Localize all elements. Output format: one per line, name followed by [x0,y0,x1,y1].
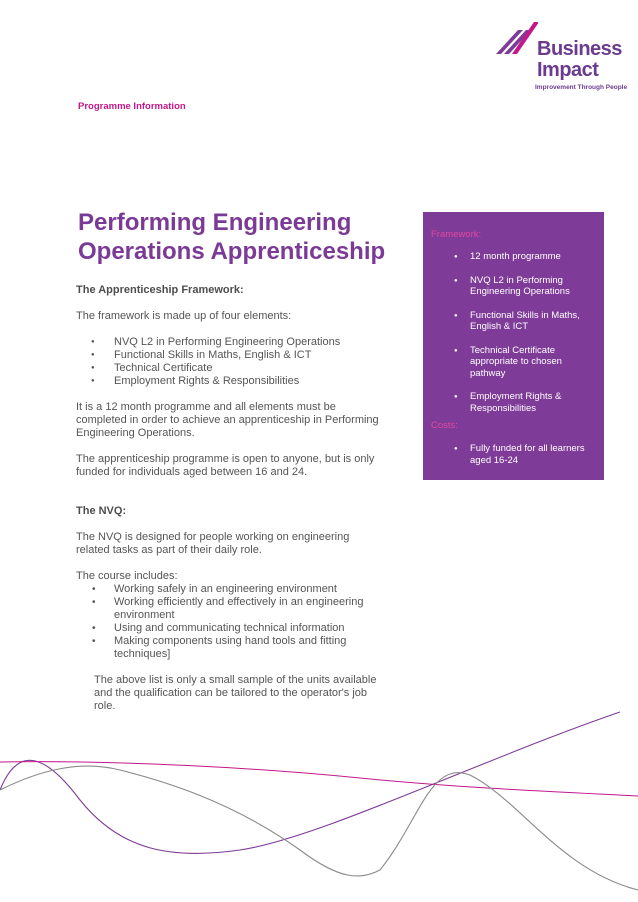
page-title [78,208,408,266]
list-item: ● 12 month programme [423,251,604,263]
framework-paragraph-2: The apprenticeship programme is open to anyone, but is only funded for individuals aged between 16 and 24. [76,453,375,478]
programme-information-label: Programme Information [78,101,186,112]
summary-sidebar [423,212,604,480]
logo-stripes-icon [494,20,538,60]
sidebar-costs-list [423,443,604,478]
list-item: ● Fully funded for all learners aged 16-24 [423,443,604,466]
list-item: ● Technical Certificate appropriate to chosen pathway [423,345,604,380]
business-impact-logo [494,18,628,94]
sidebar-framework-heading: Framework: [431,229,482,240]
course-includes-label: The course includes: [76,570,178,582]
main-content [76,284,386,713]
framework-intro: The framework is made up of four elements: [76,310,292,322]
nvq-heading: The NVQ: [76,505,127,517]
list-item: • Working efficiently and effectively in an engineering environment [76,596,386,622]
list-item: ● Technical Certificate [76,362,386,375]
framework-paragraph-1: It is a 12 month programme and all elements must be completed in order to achieve an apprenticeship in Performing Engineering Operations. [76,401,379,439]
title-line-1: Performing Engineering [78,209,352,236]
list-item: ● Functional Skills in Maths, English & ICT [423,310,604,333]
list-item: ● NVQ L2 in Performing Engineering Operations [423,275,604,298]
decorative-swoosh-lines [0,700,638,902]
logo-tagline: Improvement Through People [535,84,628,91]
list-item: ● Functional Skills in Maths, English & ICT [76,349,386,362]
title-line-2: Operations Apprenticeship [78,238,386,265]
nvq-unit-list [76,583,386,661]
swoosh-purple [0,712,620,853]
sidebar-framework-list [423,251,604,426]
list-item: • Making components using hand tools and fitting techniques] [76,635,386,661]
framework-element-list [76,336,386,388]
list-item: • Working safely in an engineering environment [76,583,386,596]
list-item: • Using and communicating technical information [76,622,386,635]
logo-word-impact: Impact [537,59,599,81]
framework-heading: The Apprenticeship Framework: [76,284,244,296]
sidebar-costs-heading: Costs: [431,420,458,431]
list-item: ● Employment Rights & Responsibilities [423,391,604,414]
logo-word-business: Business [537,38,622,60]
nvq-note: The above list is only a small sample of the units available and the qualification can be tailored to the operator's job role. [94,674,377,712]
list-item: ● Employment Rights & Responsibilities [76,375,386,388]
list-item: ● NVQ L2 in Performing Engineering Operations [76,336,386,349]
nvq-intro: The NVQ is designed for people working on engineering related tasks as part of their daily role. [76,531,350,556]
